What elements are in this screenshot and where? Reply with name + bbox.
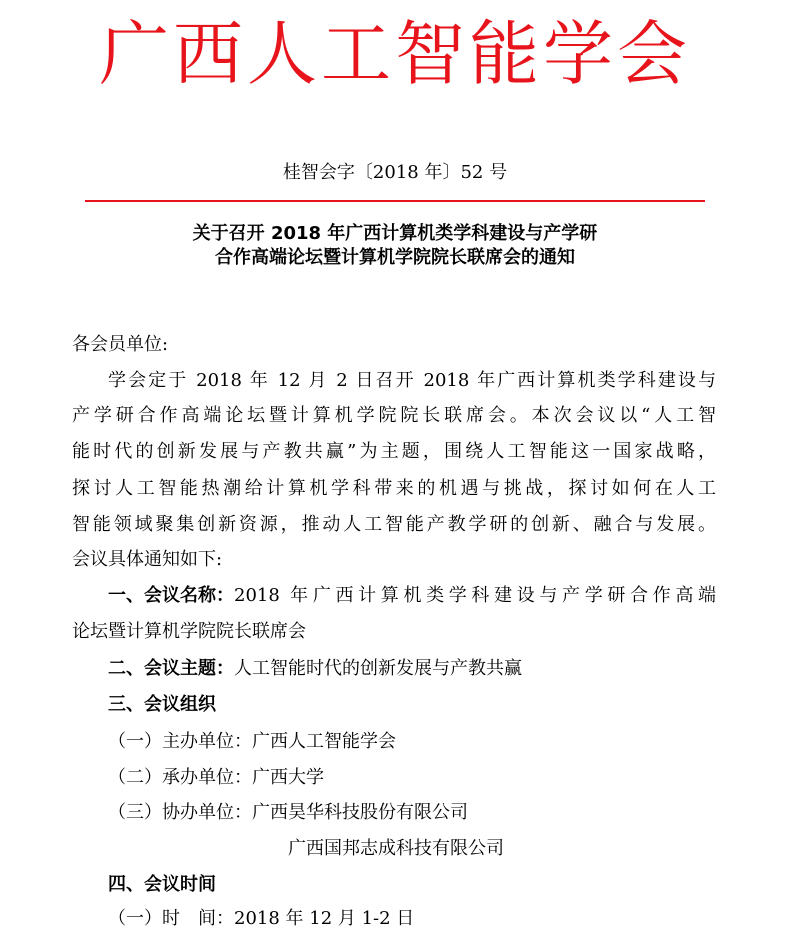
intro-line-6: 会议具体通知如下: [72,549,223,570]
org-co-organizer-2: 广西国邦志成科技有限公司 [288,838,504,859]
section-time-heading: 四、会议时间 [108,874,216,895]
org-organizer: （二）承办单位：广西大学 [108,767,324,788]
intro-line-3: 能时代的创新发展与产教共赢”为主题，围绕人工智能这一国家战略， [72,441,716,462]
intro-line-4: 探讨人工智能热潮给计算机学科带来的机遇与挑战，探讨如何在人工 [72,478,716,499]
meeting-name-text-cont: 论坛暨计算机学院院长联席会 [72,621,306,642]
notice-title [60,222,730,270]
intro-line-1: 学会定于 2018 年 12 月 2 日召开 2018 年广西计算机类学科建设与 [108,370,716,391]
section-meeting-theme [108,657,522,681]
document-number: 桂智会字〔2018 年〕52 号 [282,162,508,183]
notice-title-line-1: 关于召开 2018 年广西计算机类学科建设与产学研 [192,223,598,244]
org-co-organizer-1: （三）协办单位：广西昊华科技股份有限公司 [108,802,468,823]
meeting-name-label: 一、会议名称： [108,585,234,606]
section-meeting-name [108,584,716,608]
section-organization-heading: 三、会议组织 [108,694,216,715]
org-host: （一）主办单位：广西人工智能学会 [108,731,396,752]
red-divider-line [85,200,705,202]
letterhead-org-name: 广西人工智能学会 [99,13,691,95]
intro-line-2: 产学研合作高端论坛暨计算机学院院长联席会。本次会议以“人工智 [72,405,716,426]
meeting-theme-text: 人工智能时代的创新发展与产教共赢 [234,658,522,679]
meeting-theme-label: 二、会议主题： [108,658,234,679]
intro-line-5: 智能领域聚集创新资源，推动人工智能产教学研的创新、融合与发展。 [72,514,716,535]
meeting-name-text: 2018 年广西计算机类学科建设与产学研合作高端 [234,585,716,606]
notice-title-line-2: 合作高端论坛暨计算机学院院长联席会的通知 [215,247,575,268]
salutation: 各会员单位: [72,334,169,355]
meeting-time: （一）时 间：2018 年 12 月 1-2 日 [108,908,415,929]
